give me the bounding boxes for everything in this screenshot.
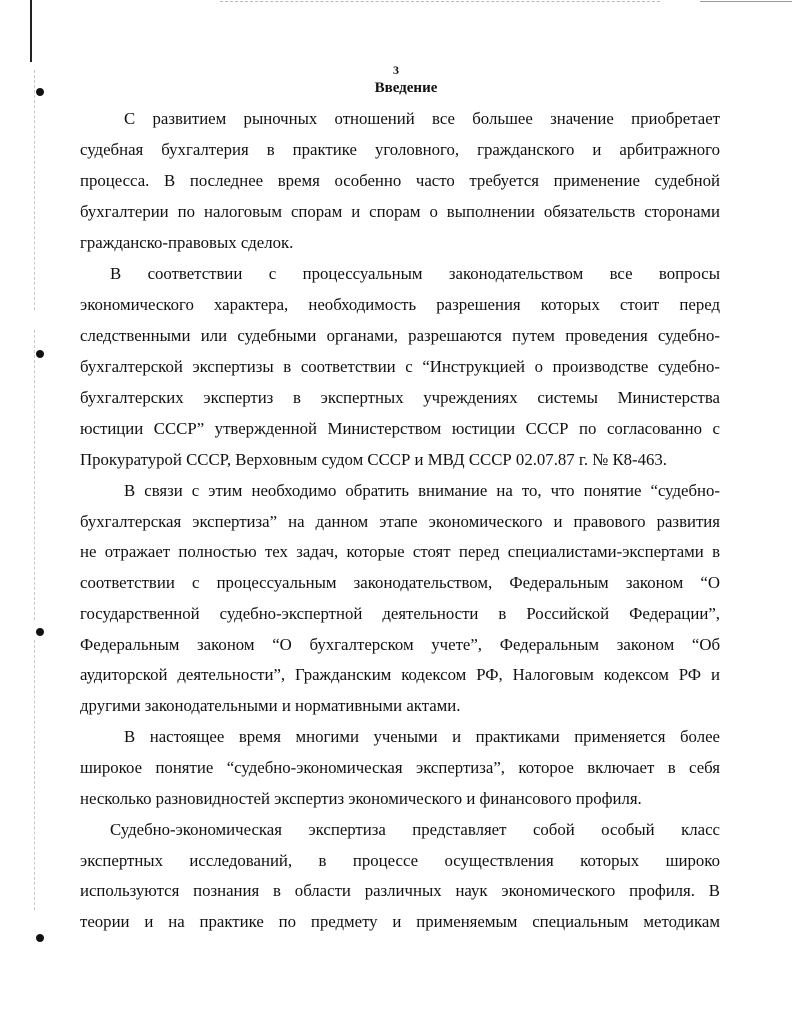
paragraph-line: судебная бухгалтерия в практике уголовного, гражданского и арбитражного bbox=[80, 140, 720, 159]
scan-top-edge-right bbox=[700, 1, 792, 2]
paragraph-line: В связи с этим необходимо обратить внимание на то, что понятие “судебно- bbox=[124, 481, 720, 500]
paragraph-line: В соответствии с процессуальным законодательством все вопросы bbox=[110, 264, 720, 283]
paragraph-line: бухгалтерских экспертиз в экспертных учреждениях системы Министерства bbox=[80, 388, 720, 407]
scan-left-edge-dash bbox=[34, 70, 35, 310]
paragraph-line: бухгалтерии по налоговым спорам и спорам о выполнении обязательств сторонами bbox=[80, 202, 720, 221]
paragraph-line: соответствии с процессуальным законодательством, Федеральным законом “О bbox=[80, 573, 720, 592]
paragraph-line: экспертных исследований, в процессе осуществления которых широко bbox=[80, 851, 720, 870]
paragraph-line: широкое понятие “судебно-экономическая экспертиза”, которое включает в себя bbox=[80, 758, 720, 777]
binding-hole-mark bbox=[36, 628, 44, 636]
scan-left-edge-dash bbox=[34, 640, 35, 910]
paragraph-line: государственной судебно-экспертной деятельности в Российской Федерации”, bbox=[80, 604, 720, 623]
paragraph-line: бухгалтерская экспертиза” на данном этапе экономического и правового развития bbox=[80, 512, 720, 531]
paragraph-line: юстиции СССР” утвержденной Министерством юстиции СССР по согласованно с bbox=[80, 419, 720, 438]
scan-left-edge-bar bbox=[30, 0, 32, 62]
paragraph-line: используются познания в области различных наук экономического профиля. В bbox=[80, 881, 720, 900]
scan-left-edge-dash bbox=[34, 330, 35, 620]
paragraph-line: Судебно-экономическая экспертиза представляет собой особый класс bbox=[110, 820, 720, 839]
paragraph-line: С развитием рыночных отношений все большее значение приобретает bbox=[124, 109, 720, 128]
paragraph-line: несколько разновидностей экспертиз экономического и финансового профиля. bbox=[80, 789, 642, 808]
paragraph-line: следственными или судебными органами, разрешаются путем проведения судебно- bbox=[80, 326, 720, 345]
paragraph-line: экономического характера, необходимость разрешения которых стоит перед bbox=[80, 295, 720, 314]
page-number: 3 bbox=[393, 63, 399, 77]
paragraph-line: теории и на практике по предмету и применяемым специальным методикам bbox=[80, 912, 720, 931]
paragraph-line: другими законодательными и нормативными актами. bbox=[80, 696, 461, 715]
paragraph-line: аудиторской деятельности”, Гражданским кодексом РФ, Налоговым кодексом РФ и bbox=[80, 665, 720, 684]
page-title: Введение bbox=[374, 80, 438, 96]
paragraph-line: процесса. В последнее время особенно часто требуется применение судебной bbox=[80, 171, 720, 190]
paragraph-line: не отражает полностью тех задач, которые стоят перед специалистами-экспертами в bbox=[80, 542, 720, 561]
scan-top-edge bbox=[220, 1, 660, 2]
paragraph-line: Прокуратурой СССР, Верховным судом СССР и МВД СССР 02.07.87 г. № К8-463. bbox=[80, 450, 667, 469]
paragraph-line: гражданско-правовых сделок. bbox=[80, 233, 294, 252]
paragraph-line: Федеральным законом “О бухгалтерском учете”, Федеральным законом “Об bbox=[80, 635, 720, 654]
binding-hole-mark bbox=[36, 350, 44, 358]
binding-hole-mark bbox=[36, 934, 44, 942]
paragraph-line: бухгалтерской экспертизы в соответствии с “Инструкцией о производстве судебно- bbox=[80, 357, 720, 376]
paragraph-line: В настоящее время многими учеными и практиками применяется более bbox=[124, 727, 720, 746]
